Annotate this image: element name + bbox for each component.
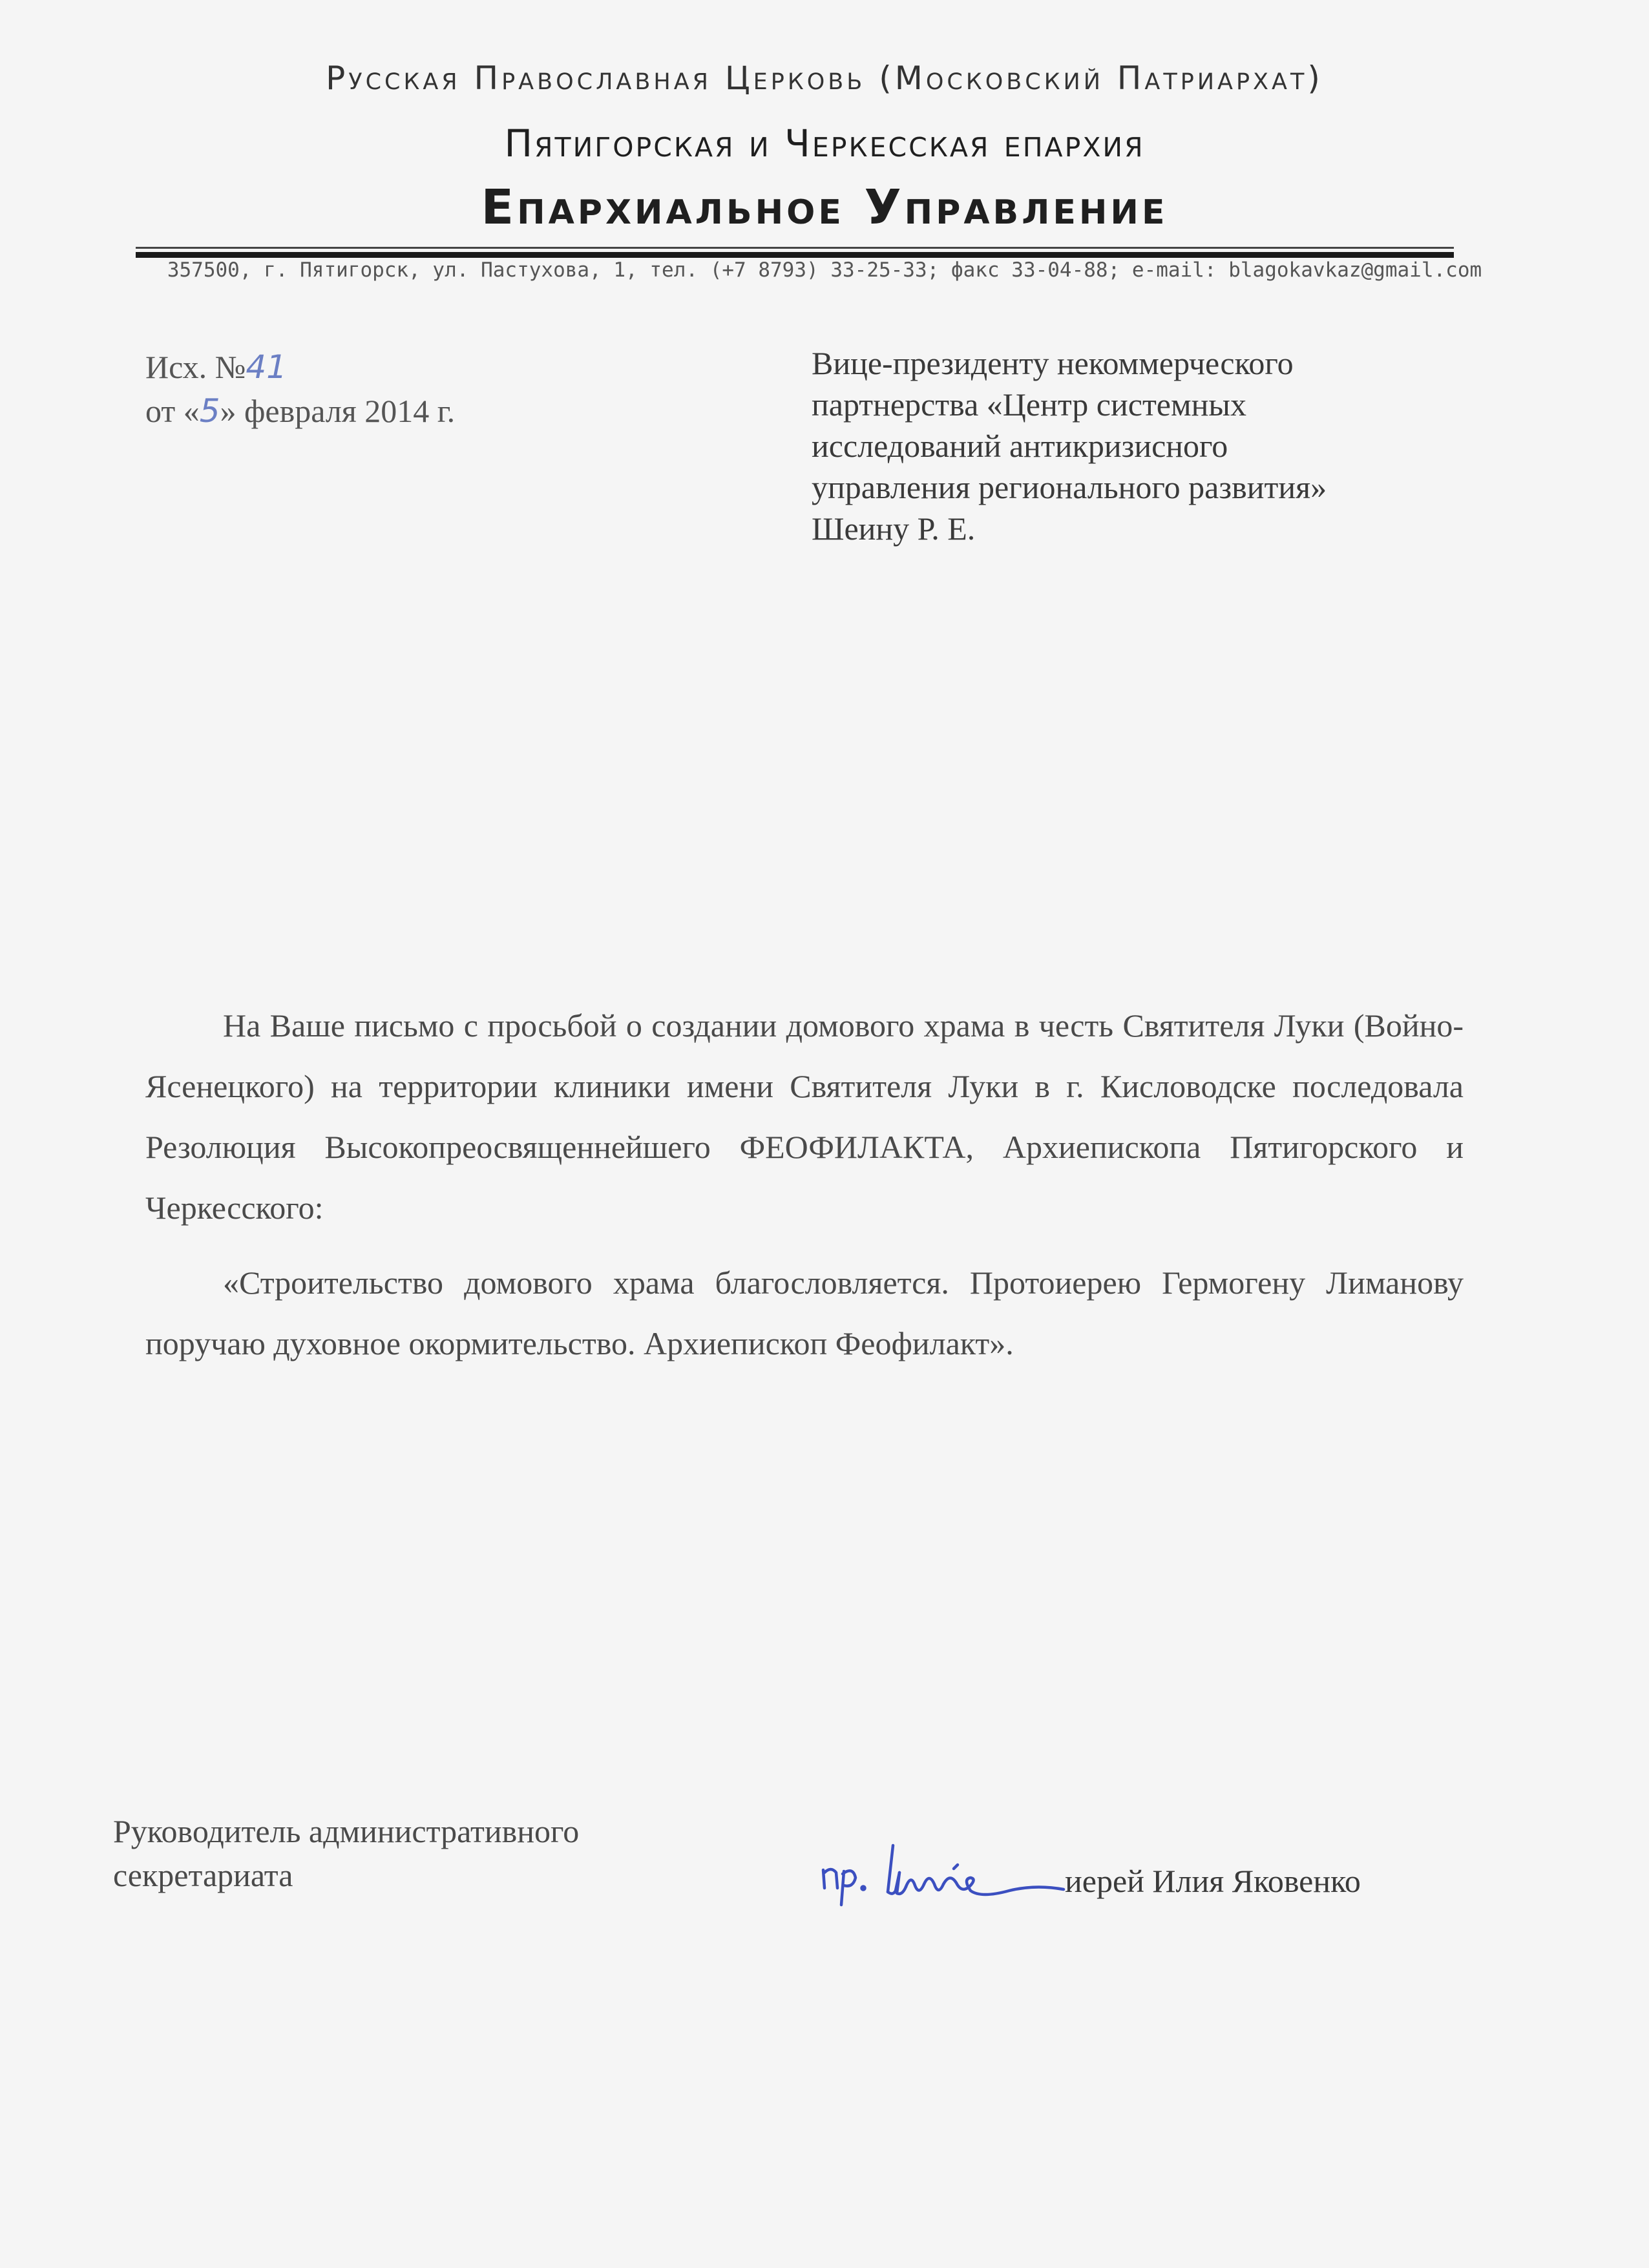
recipient-line: управления регионального развития» bbox=[812, 469, 1327, 505]
header-divider-thin bbox=[136, 247, 1454, 249]
office-name: Епархиальное Управление bbox=[481, 180, 1168, 235]
recipient-line: Вице-президенту некоммерческого bbox=[812, 345, 1294, 381]
signer-name: иерей Илия Яковенко bbox=[1065, 1863, 1361, 1899]
outgoing-reference bbox=[145, 345, 455, 433]
signer-position bbox=[113, 1809, 579, 1897]
eparchy-name: Пятигорская и Черкесская епархия bbox=[504, 121, 1145, 165]
recipient-line: партнерства «Центр системных bbox=[812, 386, 1246, 423]
church-name: Русская Православная Церковь (Московский Патриархат) bbox=[326, 59, 1323, 97]
reference-day-handwritten: 5 bbox=[199, 392, 220, 430]
contact-address: 357500, г. Пятигорск, ул. Пастухова, 1, тел. (+7 8793) 33-25-33; факс 33-04-88; e-mail: blagokavkaz@gmail.com bbox=[167, 258, 1482, 282]
signer-position-line: секретариата bbox=[113, 1857, 293, 1893]
handwritten-signature bbox=[815, 1836, 1071, 1907]
recipient-line: Шеину Р. Е. bbox=[812, 510, 976, 547]
header-divider-thick bbox=[136, 252, 1454, 258]
signer-position-line: Руководитель административного bbox=[113, 1813, 580, 1849]
recipient-block bbox=[812, 342, 1327, 549]
recipient-line: исследований антикризисного bbox=[812, 428, 1228, 464]
letter-body bbox=[145, 995, 1464, 1388]
reference-number-label: Исх. № bbox=[145, 349, 246, 385]
body-paragraph-resolution: «Строительство домового храма благословляется. Протоиерею Гермогену Лиманову поручаю духовное окормительство. Архиепископ Феофилакт». bbox=[145, 1265, 1464, 1361]
reference-date-prefix: от « bbox=[145, 393, 200, 429]
reference-date-line bbox=[145, 389, 455, 433]
reference-date-suffix: » февраля 2014 г. bbox=[220, 393, 456, 429]
body-paragraph: На Ваше письмо с просьбой о создании домового храма в честь Святителя Луки (Войно-Ясенецкого) на территории клиники имени Святителя Луки в г. Кисловодске последовала Резолюция Высокопреосвященнейшего ФЕОФИЛАКТА, Архиепископа Пятигорского и Черкесского: bbox=[145, 1007, 1464, 1226]
reference-number-handwritten: 41 bbox=[246, 348, 287, 386]
reference-number-line bbox=[145, 345, 455, 389]
